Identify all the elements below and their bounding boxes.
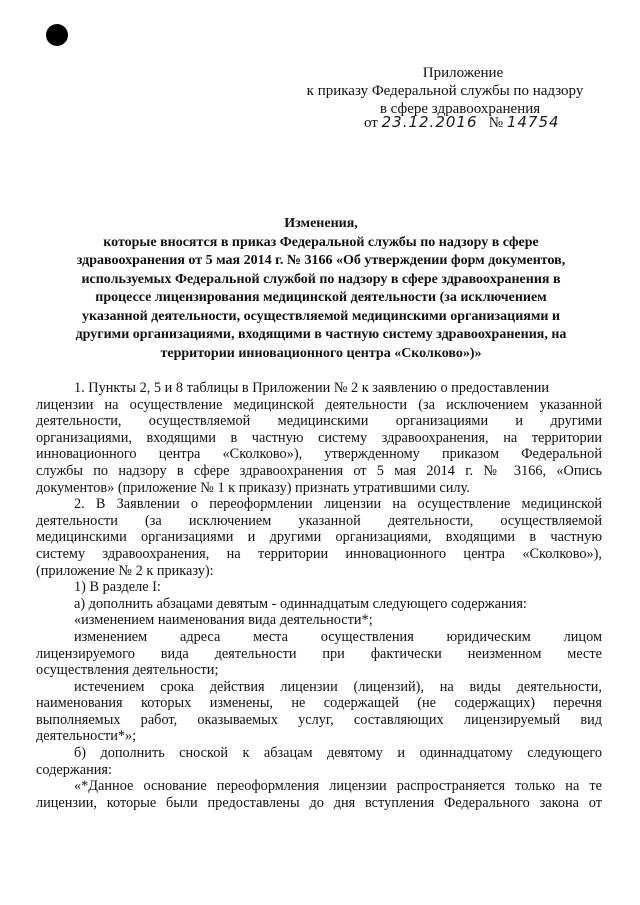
body-line: документов» (приложение № 1 к приказу) признать утратившими силу. xyxy=(36,479,470,496)
body-line: лицензируемого вида деятельности при фактически неизменном месте xyxy=(36,645,602,662)
punch-hole-mark xyxy=(46,24,68,46)
order-date-line xyxy=(364,113,560,132)
body-line: истечением срока действия лицензии (лицензий), на виды деятельности, xyxy=(74,678,602,695)
title-line: используемых Федеральной службой по надзору в сфере здравоохранения в xyxy=(81,271,561,287)
body-line: инновационного центра «Сколково»), утвержденному приказом Федеральной xyxy=(36,446,602,463)
body-line: медицинскими организациями и другими организациями, входящими в частную xyxy=(36,529,602,546)
body-line: систему здравоохранения, на территории инновационного центра «Сколково»), xyxy=(36,545,602,562)
body-line: «изменением наименования вида деятельности*; xyxy=(74,612,373,629)
appendix-order-line: к приказу Федеральной службы по надзору xyxy=(306,83,584,99)
body-line: «*Данное основание переоформления лицензии распространяется только на те xyxy=(74,778,602,795)
body-line: осуществления деятельности; xyxy=(36,662,219,679)
appendix-sphere-line: в сфере здравоохранения xyxy=(379,101,541,117)
body-line: наименования которых изменены, не содержащей (не содержащих) перечня xyxy=(36,695,602,712)
body-line: 1) В разделе I: xyxy=(74,579,161,596)
title-line: другими организациями, входящими в частную систему здравоохранения, на xyxy=(75,327,567,342)
title-line: Изменения, xyxy=(284,216,358,231)
body-line: 2. В Заявлении о переоформлении лицензии на осуществление медицинской xyxy=(74,496,602,513)
date-prefix: от xyxy=(364,115,378,131)
body-line: деятельности*»; xyxy=(36,728,137,745)
body-line: 1. Пункты 2, 5 и 8 таблицы в Приложении № 2 к заявлению о предоставлении xyxy=(74,380,550,396)
title-line: процессе лицензирования медицинской деятельности (за исключением xyxy=(95,290,547,305)
body-line: организациями, входящими в частную систему здравоохранения, на территории xyxy=(36,429,602,446)
title-line: территории инновационного центра «Сколково»)» xyxy=(160,345,482,361)
body-line: выполняемых работ, оказываемых услуг, составляющих лицензируемый вид xyxy=(36,711,602,728)
body-line: б) дополнить сноской к абзацам девятому и одиннадцатому следующего xyxy=(74,745,602,762)
title-line: указанной деятельности, осуществляемой медицинскими организациями и xyxy=(81,308,561,324)
body-line: лицензии, которые были предоставлены до дня вступления Федерального закона от xyxy=(36,794,602,811)
appendix-header xyxy=(290,64,600,118)
body-line: деятельности (за исключением указанной деятельности, осуществляемой xyxy=(36,512,602,529)
body-line: а) дополнить абзацами девятым - одиннадцатым следующего содержания: xyxy=(74,595,527,612)
body-line: изменением адреса места осуществления юридическим лицом xyxy=(74,628,602,645)
body-line: лицензии на осуществление медицинской деятельности (за исключением указанной xyxy=(36,396,602,413)
number-sign: № xyxy=(488,115,504,131)
appendix-title: Приложение xyxy=(422,65,504,81)
body-line: службы по надзору в сфере здравоохранения от 5 мая 2014 г. № 3166, «Опись xyxy=(36,462,602,479)
body-line: (приложение № 2 к приказу): xyxy=(36,562,214,579)
document-title xyxy=(40,215,602,363)
body-line: деятельности, осуществляемой медицинскими организациями и другими xyxy=(36,413,602,430)
handwritten-order-number: 14754 xyxy=(506,113,560,131)
handwritten-date: 23.12.2016 xyxy=(381,113,478,131)
document-body xyxy=(36,380,602,811)
body-line: содержания: xyxy=(36,761,112,778)
title-line: которые вносятся в приказ Федеральной службы по надзору в сфере xyxy=(103,234,539,250)
title-line: здравоохранения от 5 мая 2014 г. № 3166 «Об утверждении форм документов, xyxy=(76,253,566,268)
